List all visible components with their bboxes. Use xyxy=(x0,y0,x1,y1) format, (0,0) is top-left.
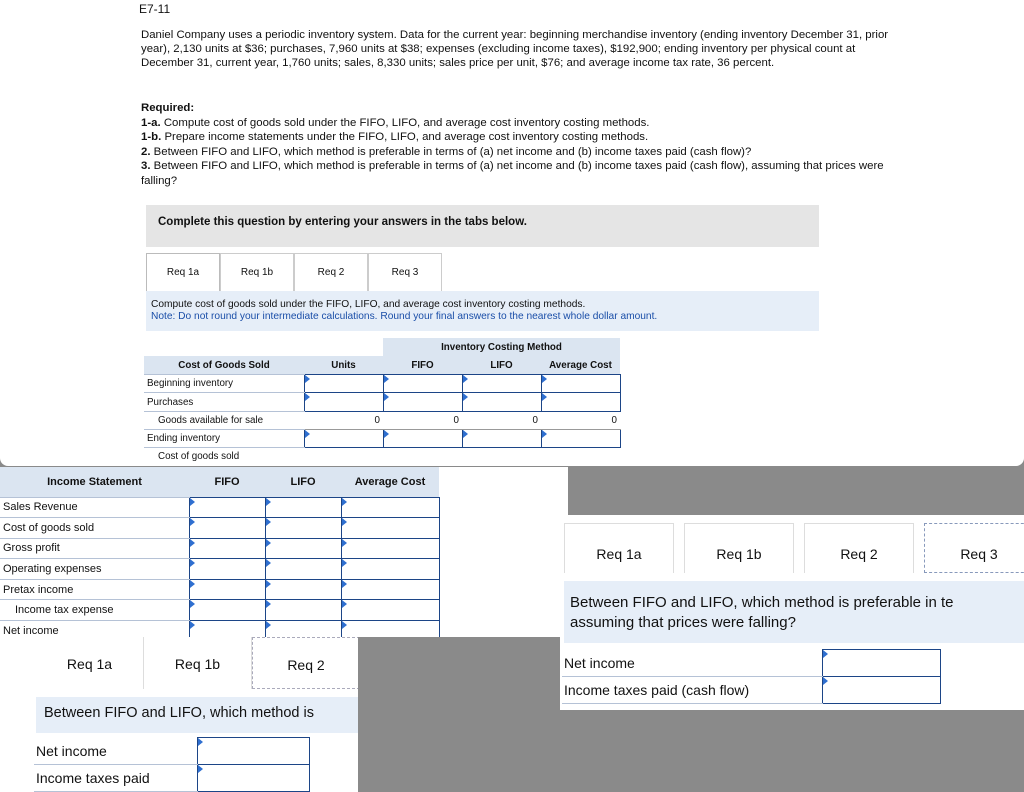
req2-panel xyxy=(0,637,358,792)
tab-req-1b[interactable]: Req 1b xyxy=(144,637,252,689)
lifo-input[interactable] xyxy=(462,393,541,411)
required-label: Required: xyxy=(141,102,195,114)
net-income-select[interactable] xyxy=(197,738,309,765)
col-header-income-statement: Income Statement xyxy=(0,467,189,497)
col-header-units: Units xyxy=(304,356,383,374)
row-label: Net income xyxy=(34,738,197,765)
problem-text: Daniel Company uses a periodic inventory system. Data for the current year: beginning merchandise inventory (ending inventory December 31, prior year), 2,130 units at $36; purchases, 7,960 units at $38; expenses (excluding income taxes), $192,900; ending inventory per physical count at December 31, current year, 1,760 units; sales, 8,330 units; sales price per unit, $76; and average income tax rate, 36 percent. xyxy=(141,29,889,69)
average-cogs xyxy=(541,448,620,466)
lifo-input[interactable] xyxy=(265,518,341,539)
row-label: Income taxes paid (cash flow) xyxy=(562,677,822,704)
income-statement-table xyxy=(0,467,440,637)
lifo-input[interactable] xyxy=(462,429,541,447)
lifo-input[interactable] xyxy=(265,579,341,600)
fifo-total: 0 xyxy=(383,411,462,429)
table-row xyxy=(0,497,439,518)
col-header-fifo: FIFO xyxy=(189,467,265,497)
row-label: Cost of goods sold xyxy=(144,448,304,466)
average-input[interactable] xyxy=(341,538,439,559)
col-header-average: Average Cost xyxy=(341,467,439,497)
lifo-input[interactable] xyxy=(265,621,341,637)
average-input[interactable] xyxy=(341,559,439,580)
row-label: Gross profit xyxy=(0,538,189,559)
row-label: Ending inventory xyxy=(144,429,304,447)
tab-req-2[interactable]: Req 2 xyxy=(252,637,358,689)
fifo-cogs xyxy=(383,448,462,466)
req3-question: Between FIFO and LIFO, which method is preferable in te assuming that prices were falling? xyxy=(564,581,1024,643)
row-label: Income taxes paid xyxy=(34,765,197,792)
group-header: Inventory Costing Method xyxy=(383,338,620,356)
average-input[interactable] xyxy=(541,375,620,393)
fifo-input[interactable] xyxy=(383,429,462,447)
fifo-input[interactable] xyxy=(383,393,462,411)
row-label: Cost of goods sold xyxy=(0,518,189,539)
requirement-3: 3. Between FIFO and LIFO, which method is preferable in terms of (a) net income and (b) income taxes paid (cash flow), assuming that prices were falling? xyxy=(141,160,884,187)
units-input[interactable] xyxy=(304,429,383,447)
cogs-header-row xyxy=(144,356,620,374)
table-row xyxy=(0,538,439,559)
tab-bar-top xyxy=(146,253,442,291)
complete-instruction: Complete this question by entering your answers in the tabs below. xyxy=(146,205,819,247)
row-label: Beginning inventory xyxy=(144,375,304,393)
lifo-total: 0 xyxy=(462,411,541,429)
row-label: Sales Revenue xyxy=(0,497,189,518)
req3-answer-table xyxy=(562,649,941,704)
units-total: 0 xyxy=(304,411,383,429)
tab-bar-req2 xyxy=(36,637,358,689)
tab-req-2[interactable]: Req 2 xyxy=(804,523,914,573)
table-row xyxy=(34,738,309,765)
requirements xyxy=(141,101,891,188)
table-row xyxy=(144,411,620,429)
net-income-select[interactable] xyxy=(822,650,940,677)
income-header-row xyxy=(0,467,439,497)
row-label: Net income xyxy=(562,650,822,677)
req3-panel xyxy=(560,515,1024,710)
table-row xyxy=(562,650,940,677)
fifo-input[interactable] xyxy=(189,538,265,559)
tab-req-2[interactable]: Req 2 xyxy=(294,253,368,291)
fifo-input[interactable] xyxy=(189,600,265,621)
requirement-1b: 1-b. Prepare income statements under the FIFO, LIFO, and average cost inventory costing methods. xyxy=(141,131,649,143)
table-row xyxy=(0,621,439,637)
tab-bar-req3 xyxy=(564,523,1024,573)
income-taxes-select[interactable] xyxy=(822,677,940,704)
tab-req-3[interactable]: Req 3 xyxy=(368,253,442,291)
req2-question: Between FIFO and LIFO, which method is xyxy=(36,697,358,733)
lifo-input[interactable] xyxy=(265,538,341,559)
fifo-input[interactable] xyxy=(189,497,265,518)
table-row xyxy=(0,559,439,580)
tab-req-3[interactable]: Req 3 xyxy=(924,523,1024,573)
lifo-input[interactable] xyxy=(265,600,341,621)
col-header-lifo: LIFO xyxy=(462,356,541,374)
tab-req-1a[interactable]: Req 1a xyxy=(564,523,674,573)
lifo-input[interactable] xyxy=(265,497,341,518)
fifo-input[interactable] xyxy=(189,579,265,600)
average-input[interactable] xyxy=(341,621,439,637)
units-input[interactable] xyxy=(304,375,383,393)
row-label: Operating expenses xyxy=(0,559,189,580)
row-label: Net income xyxy=(0,621,189,637)
average-total: 0 xyxy=(541,411,620,429)
fifo-input[interactable] xyxy=(189,559,265,580)
row-label: Goods available for sale xyxy=(144,411,304,429)
table-row xyxy=(144,448,620,466)
instruction-text: Compute cost of goods sold under the FIFO, LIFO, and average cost inventory costing methods. xyxy=(151,299,586,310)
average-input[interactable] xyxy=(541,429,620,447)
average-input[interactable] xyxy=(541,393,620,411)
income-statement-panel xyxy=(0,467,568,637)
col-header-average: Average Cost xyxy=(541,356,620,374)
lifo-input[interactable] xyxy=(265,559,341,580)
table-row xyxy=(0,600,439,621)
cogs-group-header-row xyxy=(144,338,620,356)
fifo-input[interactable] xyxy=(189,621,265,637)
req1a-instruction xyxy=(146,291,819,331)
lifo-cogs xyxy=(462,448,541,466)
tab-req-1a[interactable]: Req 1a xyxy=(146,253,220,291)
average-input[interactable] xyxy=(341,497,439,518)
cogs-table xyxy=(144,338,621,466)
table-row xyxy=(562,677,940,704)
tab-req-1a[interactable]: Req 1a xyxy=(36,637,144,689)
units-input[interactable] xyxy=(304,393,383,411)
col-header-fifo: FIFO xyxy=(383,356,462,374)
row-label: Income tax expense xyxy=(0,600,189,621)
col-header-cogs: Cost of Goods Sold xyxy=(144,356,304,374)
requirement-2: 2. Between FIFO and LIFO, which method is preferable in terms of (a) net income and (b) income taxes paid (cash flow)? xyxy=(141,145,752,158)
average-input[interactable] xyxy=(341,579,439,600)
tab-req-1b[interactable]: Req 1b xyxy=(220,253,294,291)
table-row xyxy=(144,375,620,393)
average-input[interactable] xyxy=(341,600,439,621)
row-label: Pretax income xyxy=(0,579,189,600)
table-row xyxy=(0,579,439,600)
table-row xyxy=(0,518,439,539)
problem-title: E7-11 xyxy=(139,2,171,16)
table-row xyxy=(144,393,620,411)
fifo-input[interactable] xyxy=(383,375,462,393)
requirement-1a: 1-a. Compute cost of goods sold under the FIFO, LIFO, and average cost inventory costing methods. xyxy=(141,116,650,129)
instruction-note: Note: Do not round your intermediate calculations. Round your final answers to the nearest whole dollar amount. xyxy=(151,311,658,322)
table-row xyxy=(144,429,620,447)
average-input[interactable] xyxy=(341,518,439,539)
income-taxes-select[interactable] xyxy=(197,765,309,792)
tab-req-1b[interactable]: Req 1b xyxy=(684,523,794,573)
req2-answer-table xyxy=(34,737,310,792)
row-label: Purchases xyxy=(144,393,304,411)
fifo-input[interactable] xyxy=(189,518,265,539)
table-row xyxy=(34,765,309,792)
lifo-input[interactable] xyxy=(462,375,541,393)
col-header-lifo: LIFO xyxy=(265,467,341,497)
